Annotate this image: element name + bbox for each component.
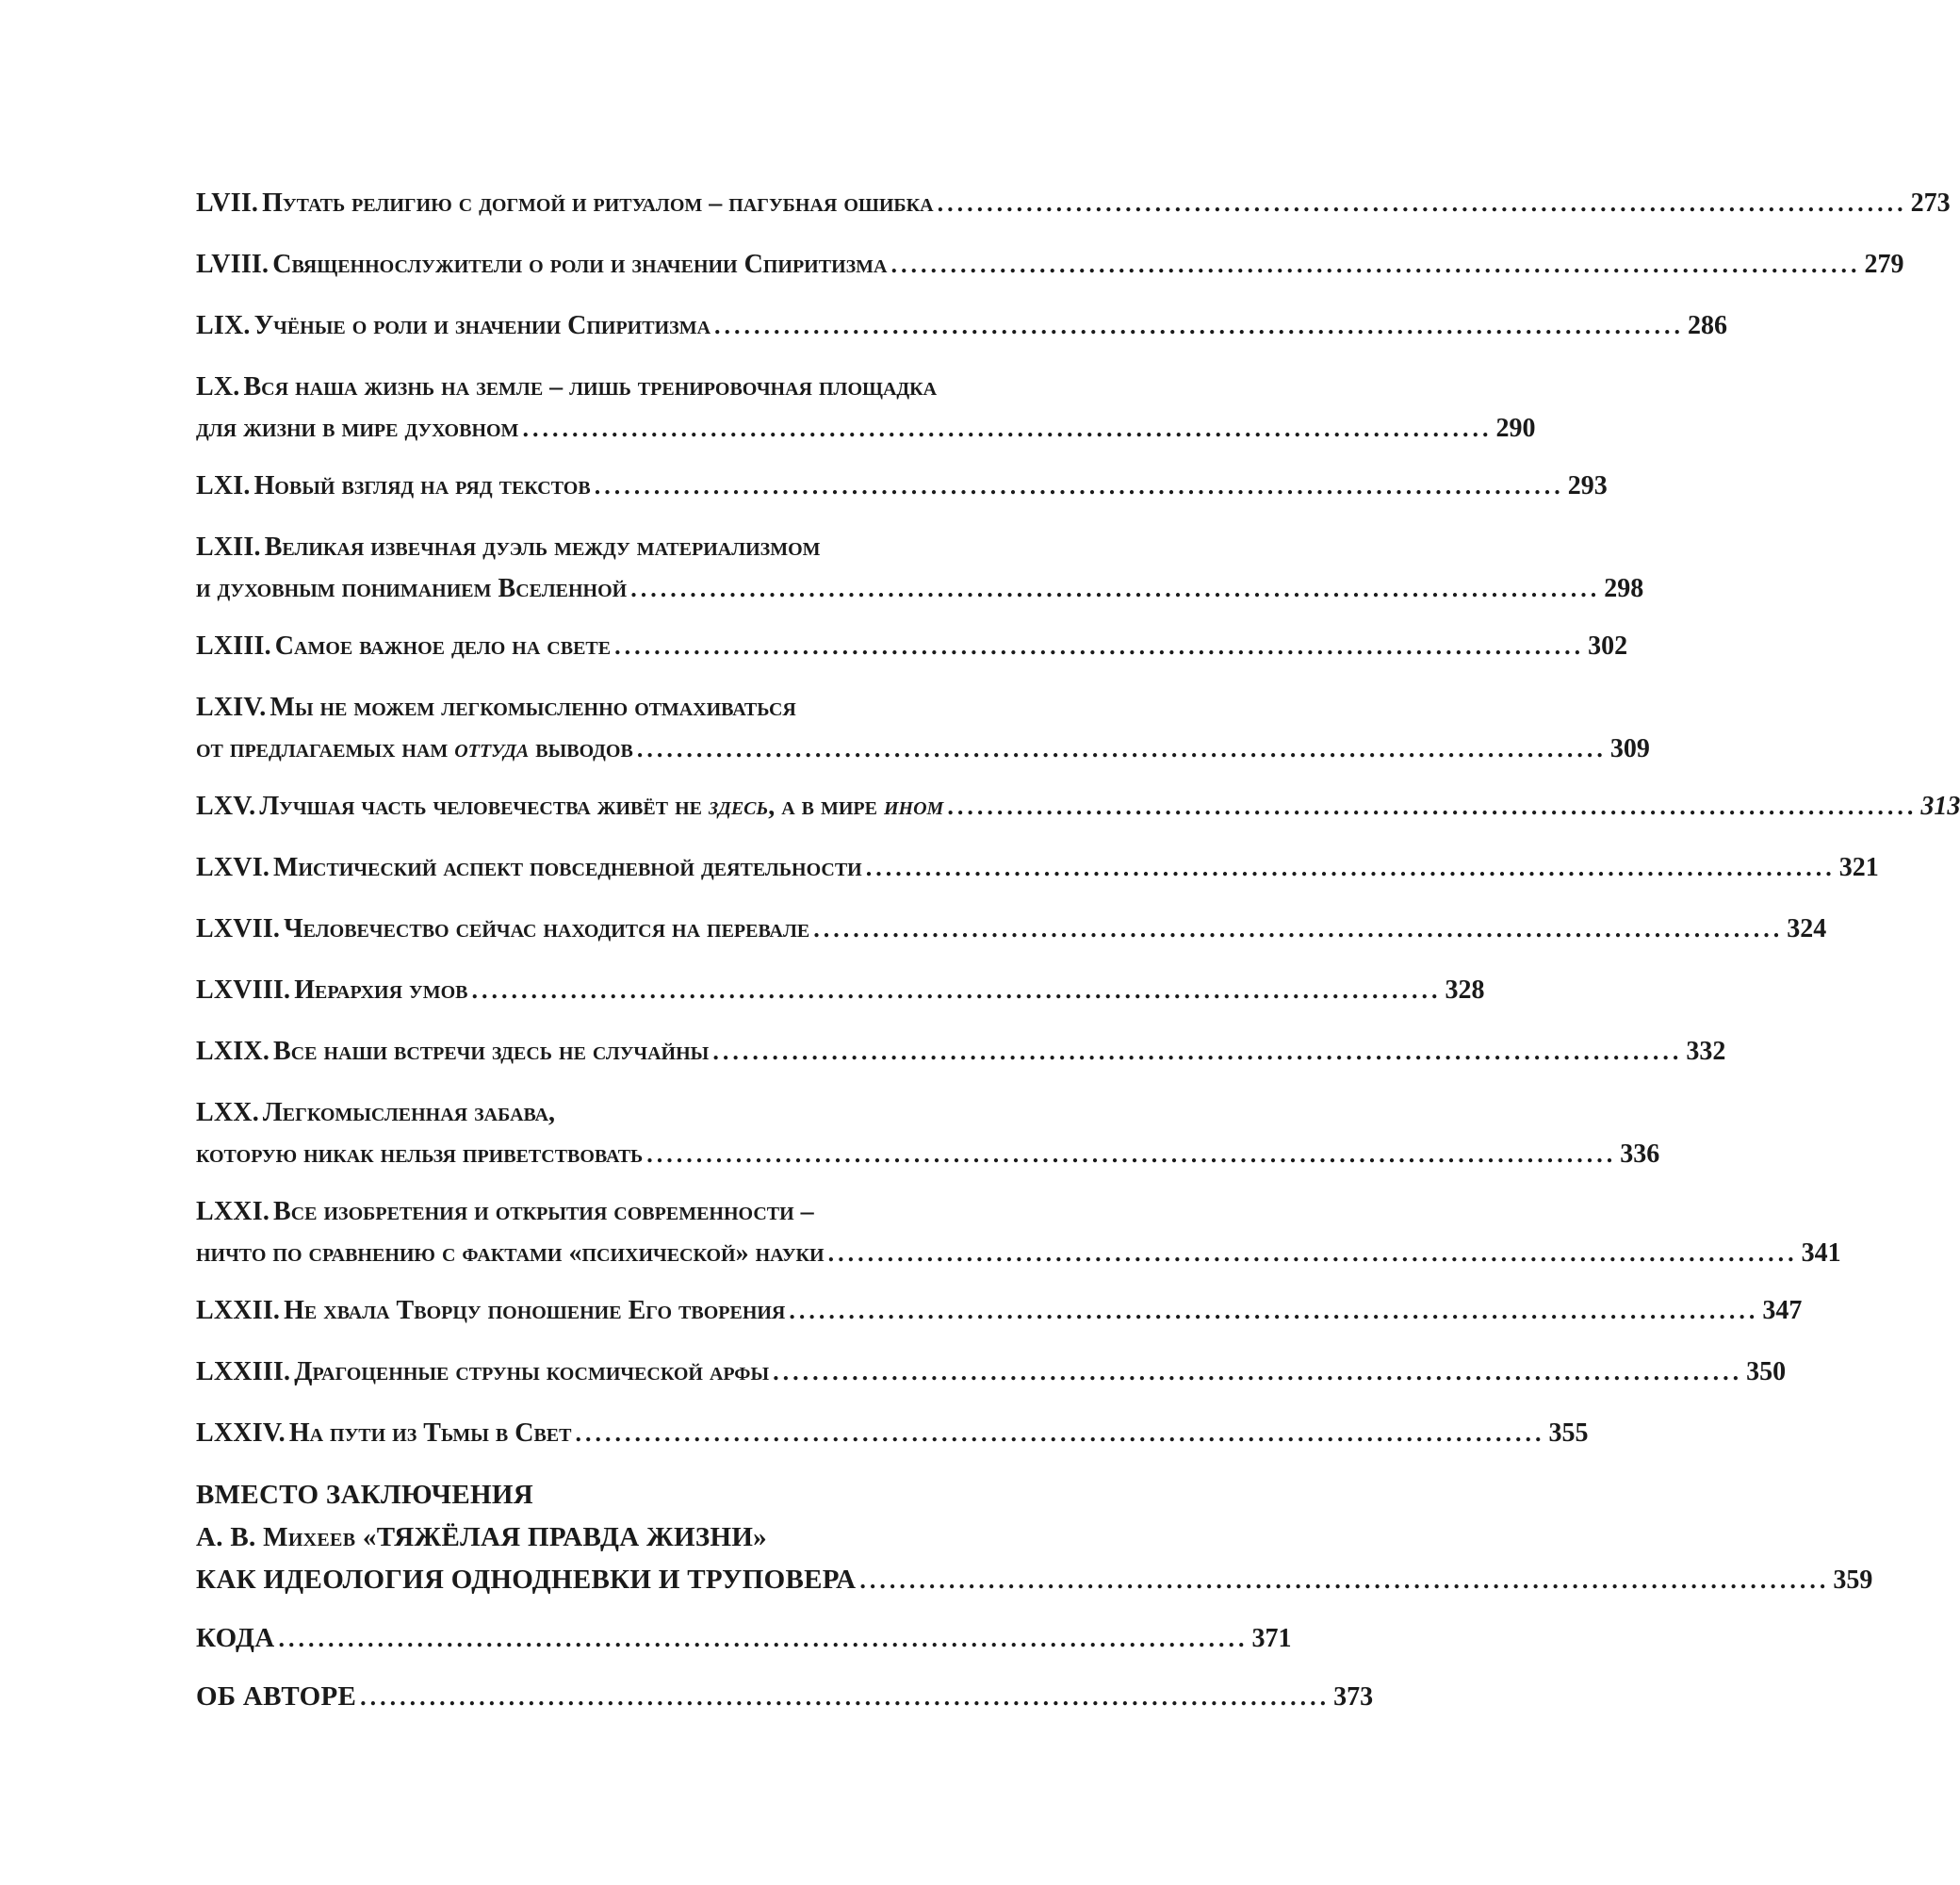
chapter-number: LXXIII. xyxy=(196,1357,291,1386)
toc-entry[interactable] xyxy=(196,910,1827,952)
toc-entry[interactable] xyxy=(196,1094,1660,1173)
chapter-number: LXVII. xyxy=(196,914,281,943)
dot-leader: .................................................................................................. xyxy=(278,1625,1249,1652)
dot-leader: .................................................................................................. xyxy=(630,575,1601,602)
conclusion-title-line2 xyxy=(196,1522,767,1552)
chapter-title-line1: Легкомысленная забава, xyxy=(262,1098,556,1127)
chapter-title: Драгоценные струны космической арфы xyxy=(294,1357,770,1386)
dot-leader: .................................................................................................. xyxy=(827,1239,1798,1267)
page-number: 350 xyxy=(1746,1357,1787,1386)
dot-leader: .................................................................................................. xyxy=(471,976,1442,1004)
toc-entry[interactable] xyxy=(196,689,1650,768)
title-italic-part: здесь xyxy=(708,792,769,821)
page-number: 328 xyxy=(1445,975,1485,1005)
chapter-number: LXIV. xyxy=(196,693,267,722)
page-number: 290 xyxy=(1495,414,1536,443)
page-number: 332 xyxy=(1686,1037,1726,1066)
chapter-number: LXIII. xyxy=(196,631,271,661)
dot-leader: .................................................................................................. xyxy=(947,793,1918,820)
chapter-number: LVII. xyxy=(196,188,259,218)
koda-title: КОДА xyxy=(196,1623,275,1653)
page-number: 313 xyxy=(1920,792,1960,821)
chapter-title xyxy=(259,788,943,826)
dot-leader: .................................................................................................. xyxy=(773,1358,1743,1385)
toc-entry[interactable] xyxy=(196,1415,1589,1456)
dot-leader: .................................................................................................. xyxy=(859,1566,1830,1594)
chapter-number: LVIII. xyxy=(196,250,270,279)
chapter-number: LXXII. xyxy=(196,1296,281,1325)
page-number: 359 xyxy=(1833,1565,1873,1595)
conclusion-title-line1: ВМЕСТО ЗАКЛЮЧЕНИЯ xyxy=(196,1480,533,1510)
page-number: 373 xyxy=(1333,1682,1374,1712)
chapter-title: Мистический аспект повседневной деятельности xyxy=(273,853,862,882)
dot-leader: .................................................................................................. xyxy=(575,1419,1545,1447)
chapter-title: Самое важное дело на свете xyxy=(274,631,612,661)
chapter-number: LXXI. xyxy=(196,1197,270,1226)
toc-entry[interactable] xyxy=(196,185,1951,226)
chapter-title: Священнослужители о роли и значении Спиритизма xyxy=(272,250,888,279)
toc-entry[interactable] xyxy=(196,246,1904,287)
toc-entry[interactable] xyxy=(196,369,1536,448)
page-number: 273 xyxy=(1910,188,1951,218)
dot-leader: .................................................................................................. xyxy=(594,472,1564,500)
dot-leader: .................................................................................................. xyxy=(614,632,1585,660)
page-number: 324 xyxy=(1787,914,1827,943)
title-italic-part: ином xyxy=(883,792,944,821)
toc-entry[interactable] xyxy=(196,1292,1803,1334)
chapter-title-line2: и духовным пониманием Вселенной xyxy=(196,574,628,603)
dot-leader: .................................................................................................. xyxy=(937,189,1907,217)
dot-leader: .................................................................................................. xyxy=(890,251,1861,278)
about-author-title: ОБ АВТОРЕ xyxy=(196,1681,357,1712)
chapter-number: LX. xyxy=(196,372,240,402)
chapter-number: LXX. xyxy=(196,1098,259,1127)
title-italic-part: оттуда xyxy=(454,734,530,763)
chapter-title-line2: которую никак нельзя приветствовать xyxy=(196,1139,644,1169)
chapter-title: На пути из Тьмы в Свет xyxy=(288,1418,572,1448)
dot-leader: .................................................................................................. xyxy=(789,1297,1759,1324)
title-part: Лучшая часть человечества живёт не xyxy=(259,792,709,821)
page-number: 286 xyxy=(1688,311,1728,340)
conclusion-title-line3: КАК ИДЕОЛОГИЯ ОДНОДНЕВКИ И ТРУПОВЕРА xyxy=(196,1565,857,1595)
toc-entry[interactable] xyxy=(196,307,1728,349)
chapter-title-line2 xyxy=(196,730,633,768)
dot-leader: .................................................................................................. xyxy=(360,1683,1331,1711)
dot-leader: .................................................................................................. xyxy=(522,415,1493,442)
chapter-title-line2: ничто по сравнению с фактами «психической» науки xyxy=(196,1238,825,1268)
chapter-number: LXIX. xyxy=(196,1037,270,1066)
toc-entry-conclusion[interactable] xyxy=(196,1476,1873,1599)
dot-leader: .................................................................................................. xyxy=(636,735,1607,762)
toc-entry[interactable] xyxy=(196,1033,1726,1074)
page-number: 341 xyxy=(1801,1238,1841,1268)
chapter-title: Иерархия умов xyxy=(294,975,468,1005)
table-of-contents xyxy=(196,185,1960,1716)
chapter-title: Человечество сейчас находится на перевале xyxy=(284,914,810,943)
chapter-title: Путать религию с догмой и ритуалом – пагубная ошибка xyxy=(262,188,934,218)
title-part: , а в мире xyxy=(768,792,884,821)
author-name: Михеев xyxy=(263,1523,356,1552)
toc-entry-koda[interactable] xyxy=(196,1619,1292,1658)
toc-entry[interactable] xyxy=(196,1353,1787,1395)
chapter-title: Новый взгляд на ряд текстов xyxy=(253,471,591,500)
page-number: 336 xyxy=(1620,1139,1660,1169)
chapter-title-line1: Все изобретения и открытия современности – xyxy=(273,1197,814,1226)
chapter-title-line1: Великая извечная дуэль между материализмом xyxy=(264,533,821,562)
dot-leader: .................................................................................................. xyxy=(813,915,1784,942)
dot-leader: .................................................................................................. xyxy=(646,1140,1617,1168)
chapter-number: LXVI. xyxy=(196,853,270,882)
chapter-title: Не хвала Творцу поношение Его творения xyxy=(284,1296,786,1325)
toc-entry[interactable] xyxy=(196,849,1879,891)
chapter-number: LXII. xyxy=(196,533,261,562)
page-number: 355 xyxy=(1548,1418,1589,1448)
chapter-number: LXVIII. xyxy=(196,975,291,1005)
toc-entry[interactable] xyxy=(196,1193,1841,1272)
title-part: выводов xyxy=(529,734,633,763)
chapter-number: LIX. xyxy=(196,311,251,340)
page-number: 371 xyxy=(1251,1624,1292,1653)
toc-entry[interactable] xyxy=(196,972,1485,1013)
toc-entry-about-author[interactable] xyxy=(196,1678,1374,1716)
toc-entry[interactable] xyxy=(196,467,1608,509)
dot-leader: .................................................................................................. xyxy=(712,1038,1683,1065)
page-number: 347 xyxy=(1762,1296,1803,1325)
chapter-title-line1: Вся наша жизнь на земле – лишь тренировочная площадка xyxy=(243,372,938,402)
page-number: 293 xyxy=(1567,471,1608,500)
page-number: 321 xyxy=(1838,853,1879,882)
title-part: «ТЯЖЁЛАЯ ПРАВДА ЖИЗНИ» xyxy=(355,1522,767,1552)
toc-entry[interactable] xyxy=(196,628,1628,669)
chapter-title-line1: Мы не можем легкомысленно отмахиваться xyxy=(270,693,796,722)
title-part: от предлагаемых нам xyxy=(196,734,455,763)
page-number: 298 xyxy=(1604,574,1644,603)
chapter-title: Учёные о роли и значении Спиритизма xyxy=(253,311,711,340)
page-number: 309 xyxy=(1609,734,1650,763)
dot-leader: .................................................................................................. xyxy=(714,312,1685,339)
chapter-number: LXXIV. xyxy=(196,1418,286,1448)
page-number: 279 xyxy=(1864,250,1904,279)
page-number: 302 xyxy=(1588,631,1628,661)
chapter-number: LXI. xyxy=(196,471,251,500)
title-part: А. В. xyxy=(196,1522,264,1552)
toc-entry[interactable] xyxy=(196,529,1644,608)
chapter-title: Все наши встречи здесь не случайны xyxy=(273,1037,710,1066)
chapter-title-line2: для жизни в мире духовном xyxy=(196,414,519,443)
toc-entry[interactable] xyxy=(196,788,1960,829)
dot-leader: .................................................................................................. xyxy=(865,854,1836,881)
chapter-number: LXV. xyxy=(196,792,256,821)
